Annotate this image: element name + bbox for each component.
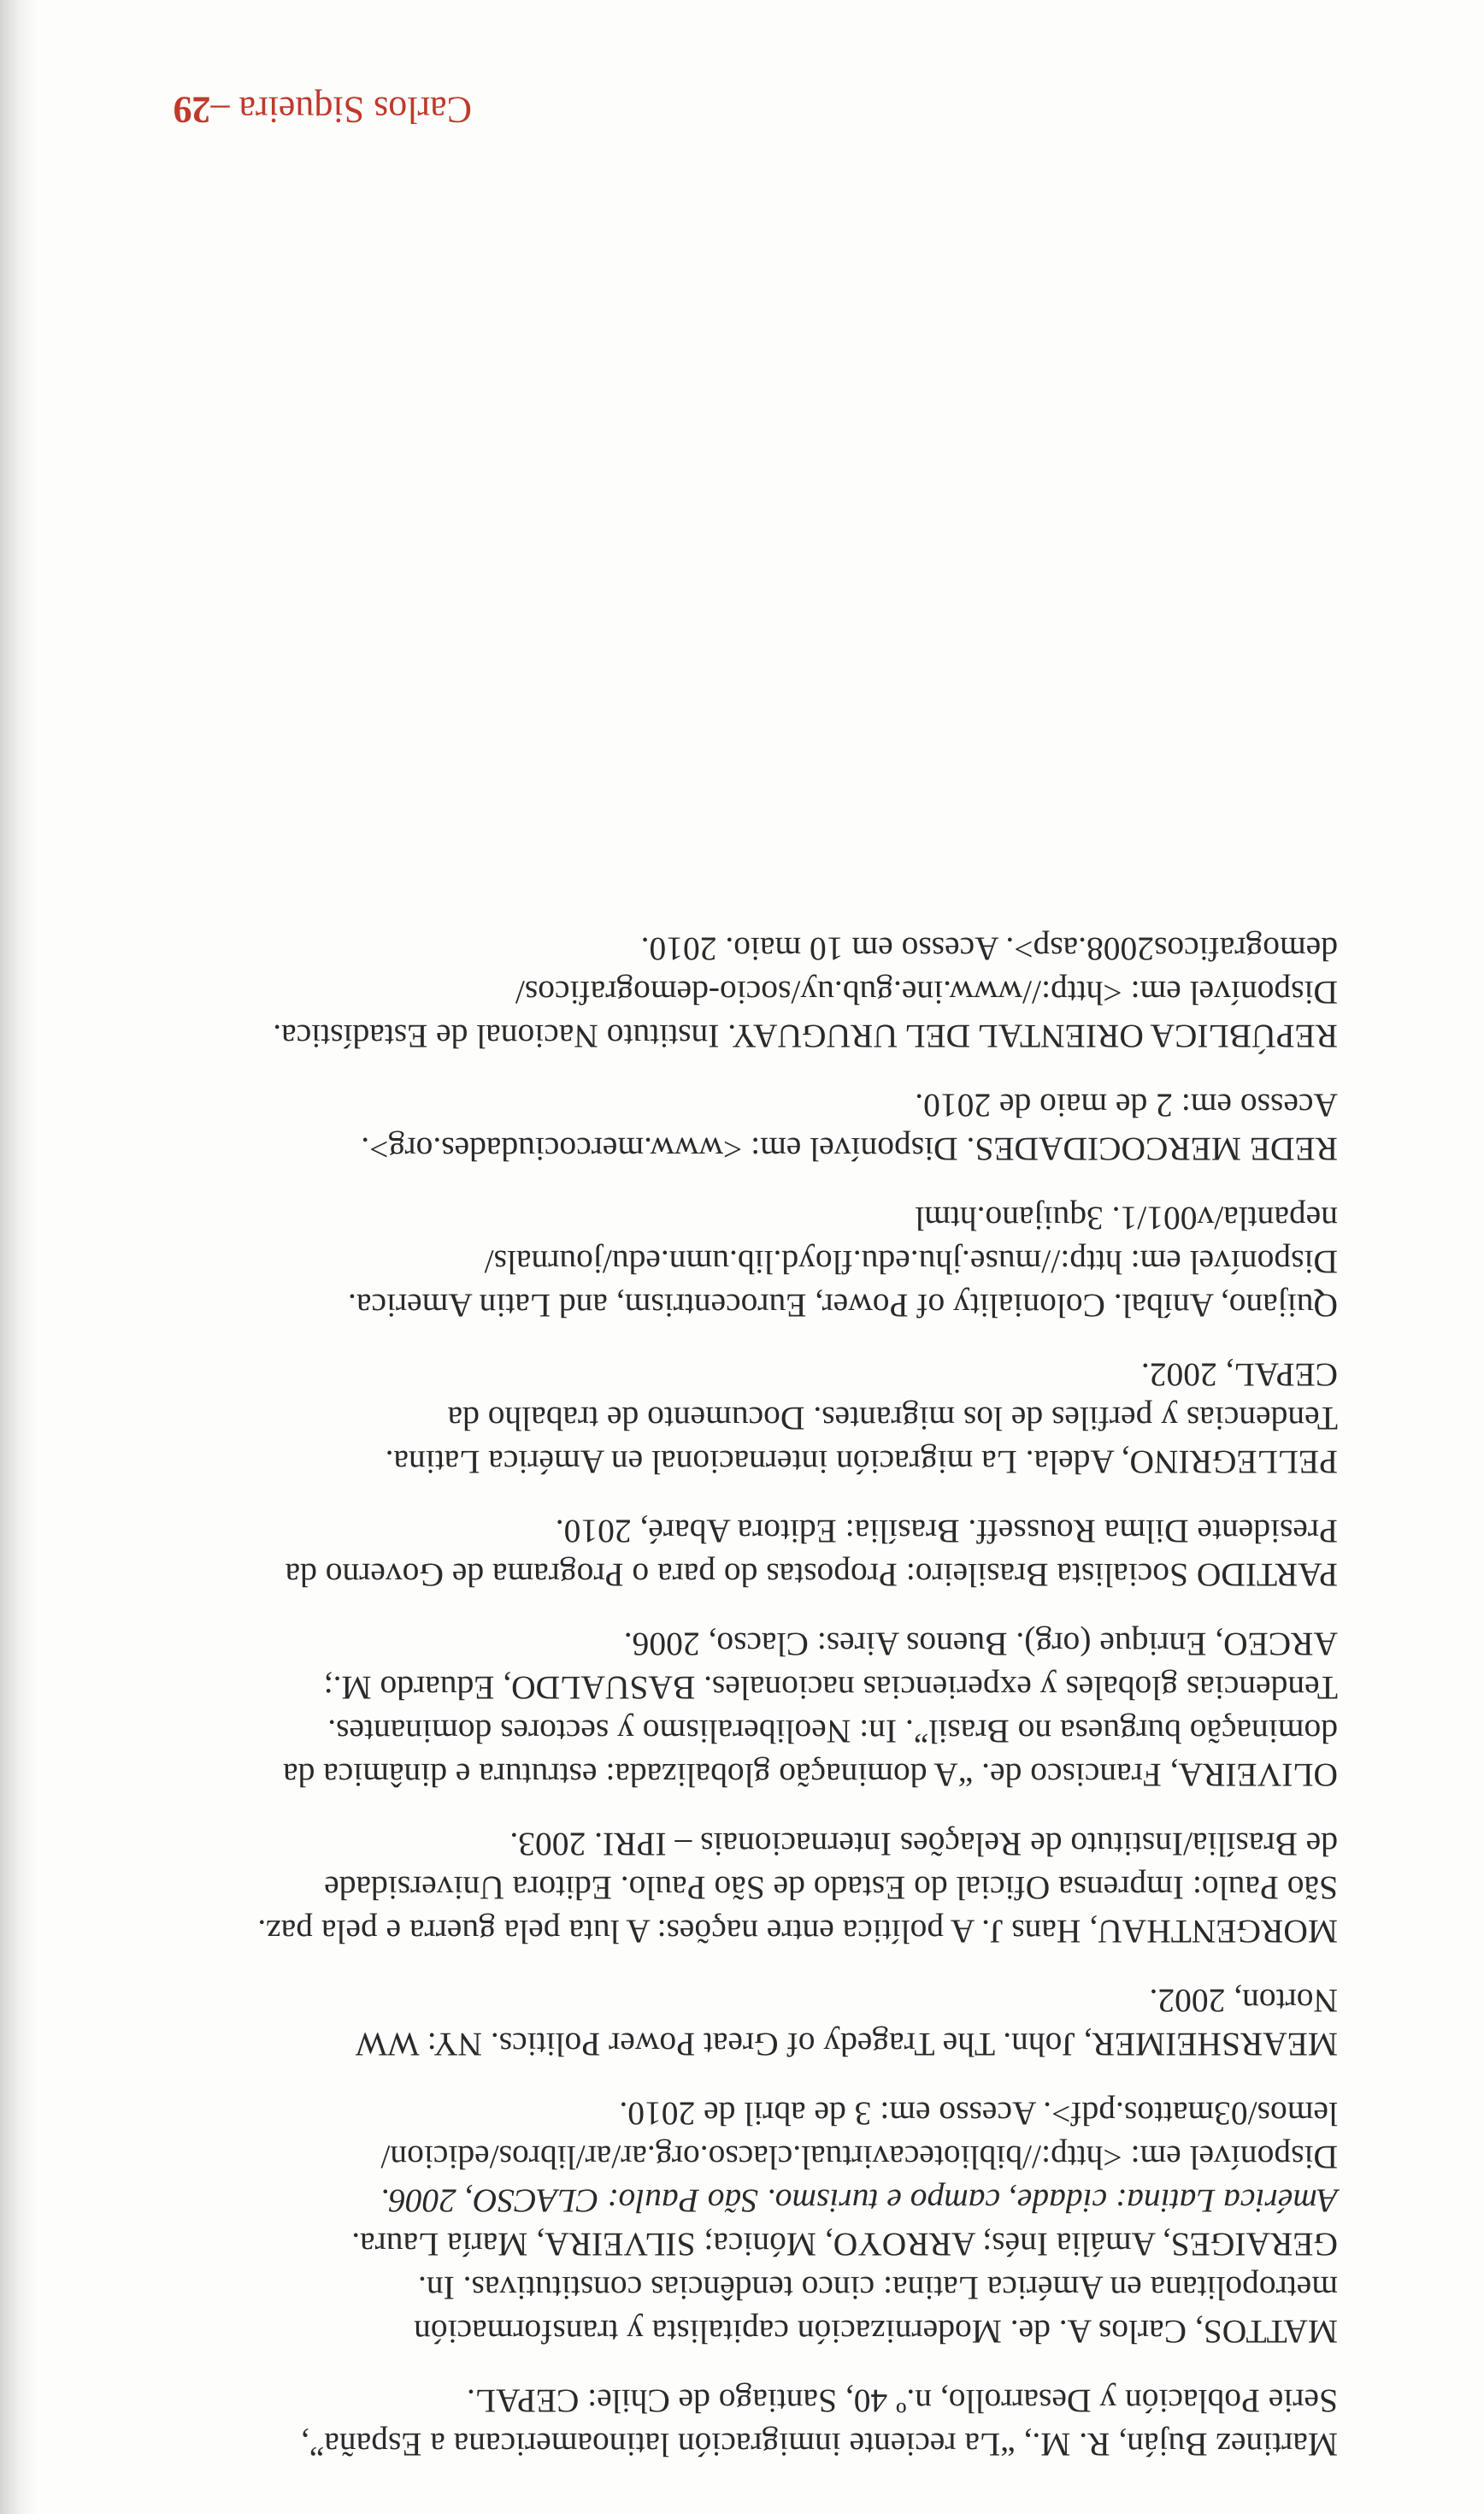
reference-line: Quijano, Aníbal. Coloniality of Power, Eurocentrism, and Latin America. [348, 1287, 1338, 1325]
reference-line: nepantla/v001/1. 3quijano.html [915, 1200, 1338, 1237]
reference-entry-mearsheimer [144, 1979, 1338, 2066]
reference-entry-martinez [144, 2379, 1338, 2466]
reference-entry-uruguay [144, 927, 1338, 1058]
reference-line: OLIVEIRA, Francisco de. “A dominação globalizada: estrutura e dinâmica da [283, 1756, 1338, 1794]
reference-line: América Latina: cidade, campo e turismo. São Paulo: CLACSO, 2006. [380, 2182, 1338, 2220]
reference-line: REDE MERCOCIDADES. Disponível em: <www.mercociudades.org>. [361, 1130, 1338, 1168]
reference-line: Disponível em: http://muse.jhu.edu.floyd.lib.umn.edu/journals/ [484, 1243, 1338, 1281]
reference-line: Disponível em: <http://www.ine.gub.uy/socio-demograficos/ [515, 974, 1338, 1012]
reference-line: MATTOS, Carlos A. de. Modernización capitalista y transformación [414, 2313, 1338, 2351]
reference-entry-oliveira [144, 1622, 1338, 1797]
reference-line: REPÚBLICA ORIENTAL DEL URUGUAY. Instituto Nacional de Estadística. [273, 1018, 1338, 1055]
reference-line: MORGENTHAU, Hans J. A política entre nações: A luta pela guerra e pela paz. [257, 1913, 1338, 1950]
running-header [173, 88, 472, 132]
reference-entry-quijano [144, 1196, 1338, 1327]
reference-entry-mercocidades [144, 1083, 1338, 1171]
reference-line: CEPAL, 2002. [1140, 1356, 1338, 1394]
page-gutter-shadow [0, 0, 38, 2514]
reference-line: MEARSHEIMER, John. The Tragedy of Great Power Politics. NY: WW [355, 2026, 1338, 2063]
reference-entry-pellegrino [144, 1353, 1338, 1484]
reference-line: Serie Población y Desarrollo, n.º 40, Santiago de Chile: CEPAL. [466, 2382, 1338, 2420]
reference-list [144, 901, 1338, 2466]
reference-line: Tendencias y perfiles de los migrantes. Documento de trabalho da [447, 1400, 1338, 1437]
reference-line: São Paulo: Imprensa Oficial do Estado de São Paulo. Editora Universidade [324, 1869, 1338, 1907]
reference-line: Disponível em: <http://bibliotecavirtual.clacso.org.ar/ar/libros/edicion/ [380, 2139, 1338, 2176]
reference-line: PELLEGRINO, Adela. La migración internacional en América Latina. [385, 1443, 1338, 1481]
page-number: 29 [173, 89, 211, 131]
reference-line: lemos/03mattos.pdf>. Acesso em: 3 de abril de 2010. [619, 2095, 1338, 2133]
reference-line: metropolitana en América Latina: cinco tendências constitutivas. In. [417, 2269, 1338, 2307]
reference-line: Martinez Buján, R. M., “La reciente inmigración latinoamericana a España”, [300, 2426, 1338, 2464]
reference-entry-mattos [144, 2092, 1338, 2353]
reference-line: demograficos2008.asp>. Acesso em 10 maio. 2010. [640, 930, 1338, 968]
reference-entry-partido [144, 1509, 1338, 1596]
running-header-dash: – [210, 89, 230, 131]
reference-line: Tendencias globales y experiencias nacionales. BASUALDO, Eduardo M.; [323, 1669, 1338, 1707]
reference-line: Acesso em: 2 de maio de 2010. [915, 1087, 1338, 1124]
reference-line: ARCEO, Enrique (org). Buenos Aires: Clacso, 2006. [623, 1626, 1338, 1663]
reference-line: Norton, 2002. [1149, 1982, 1338, 2020]
running-header-author: Carlos Siqueira [238, 89, 472, 131]
reference-line: Presidente Dilma Rousseff. Brasília: Editora Abaré, 2010. [555, 1513, 1338, 1550]
reference-line: GERAIGES, Amália Inés; ARROYO, Mónica; SILVEIRA, María Laura. [351, 2226, 1338, 2263]
reference-line: de Brasília/Instituto de Relações Internacionais – IPRI. 2003. [509, 1826, 1338, 1863]
reference-entry-morgenthau [144, 1822, 1338, 1953]
reference-line: PARTIDO Socialista Brasileiro: Propostas do para o Programa de Governo da [285, 1556, 1338, 1594]
reference-line: dominação burguesa no Brasil”. In: Neoliberalismo y sectores dominantes. [327, 1713, 1338, 1750]
